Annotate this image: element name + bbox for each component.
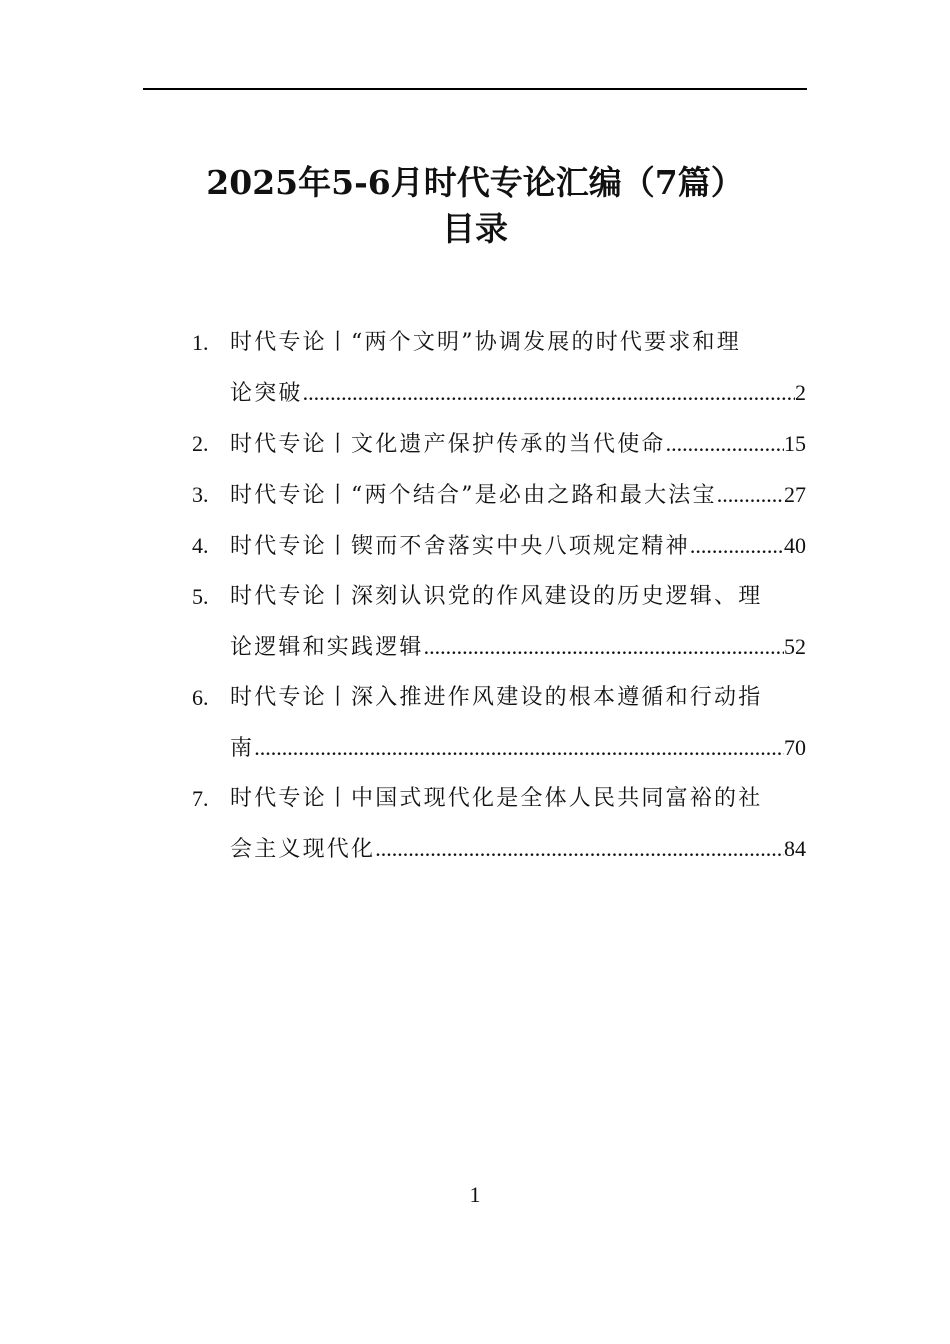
toc-entry-title-end: 论突破 <box>230 381 303 406</box>
toc-dot-leader <box>666 419 784 469</box>
toc-entry-title-end: 会主义现代化 <box>230 837 376 862</box>
toc-entry-number: 1. <box>192 330 209 355</box>
toc-entry-title-end: 南 <box>230 736 255 761</box>
toc-entry-page: 52 <box>784 634 806 659</box>
toc-entry-number: 7. <box>192 786 209 811</box>
toc-dot-leader <box>303 368 795 418</box>
toc-dot-leader <box>690 521 784 571</box>
document-title: 2025年5-6月时代专论汇编（7篇） <box>206 163 744 202</box>
toc-heading: 目录 <box>442 209 508 248</box>
toc-entry-3[interactable] <box>192 470 806 521</box>
toc-entry-1[interactable] <box>192 318 806 419</box>
toc-entry-page: 15 <box>784 431 806 456</box>
toc-entry-2[interactable] <box>192 419 806 470</box>
toc-entry-page: 40 <box>784 533 806 558</box>
toc-dot-leader <box>254 723 784 773</box>
toc-entry-page: 70 <box>784 735 806 760</box>
toc-dot-leader <box>717 470 784 520</box>
title-block <box>0 160 950 252</box>
page-number: 1 <box>469 1182 481 1207</box>
toc-entry-number: 4. <box>192 533 209 558</box>
toc-entry-4[interactable] <box>192 521 806 572</box>
toc-entry-number: 2. <box>192 431 209 456</box>
toc-dot-leader <box>424 622 784 672</box>
toc-entry-title-line: 时代专论丨中国式现代化是全体人民共同富裕的社 <box>230 786 763 811</box>
toc-entry-number: 6. <box>192 685 209 710</box>
toc-entry-7[interactable] <box>192 774 806 875</box>
toc-entry-title-line: 时代专论丨深入推进作风建设的根本遵循和行动指 <box>230 685 763 710</box>
toc-entry-5[interactable] <box>192 572 806 673</box>
table-of-contents <box>192 318 806 875</box>
toc-entry-6[interactable] <box>192 673 806 774</box>
toc-entry-title: 时代专论丨文化遗产保护传承的当代使命 <box>230 432 666 457</box>
toc-entry-title-line: 时代专论丨深刻认识党的作风建设的历史逻辑、理 <box>230 584 763 609</box>
toc-entry-title: 时代专论丨锲而不舍落实中央八项规定精神 <box>230 534 690 559</box>
toc-entry-number: 3. <box>192 482 209 507</box>
toc-entry-page: 2 <box>795 380 806 405</box>
toc-entry-title-end: 论逻辑和实践逻辑 <box>230 635 424 660</box>
toc-entry-page: 84 <box>784 836 806 861</box>
toc-entry-number: 5. <box>192 584 209 609</box>
header-rule <box>143 88 807 90</box>
toc-entry-title: 时代专论丨“两个结合”是必由之路和最大法宝 <box>230 483 717 508</box>
toc-entry-title-line: 时代专论丨“两个文明”协调发展的时代要求和理 <box>230 330 741 355</box>
toc-entry-page: 27 <box>784 482 806 507</box>
toc-dot-leader <box>375 824 784 874</box>
